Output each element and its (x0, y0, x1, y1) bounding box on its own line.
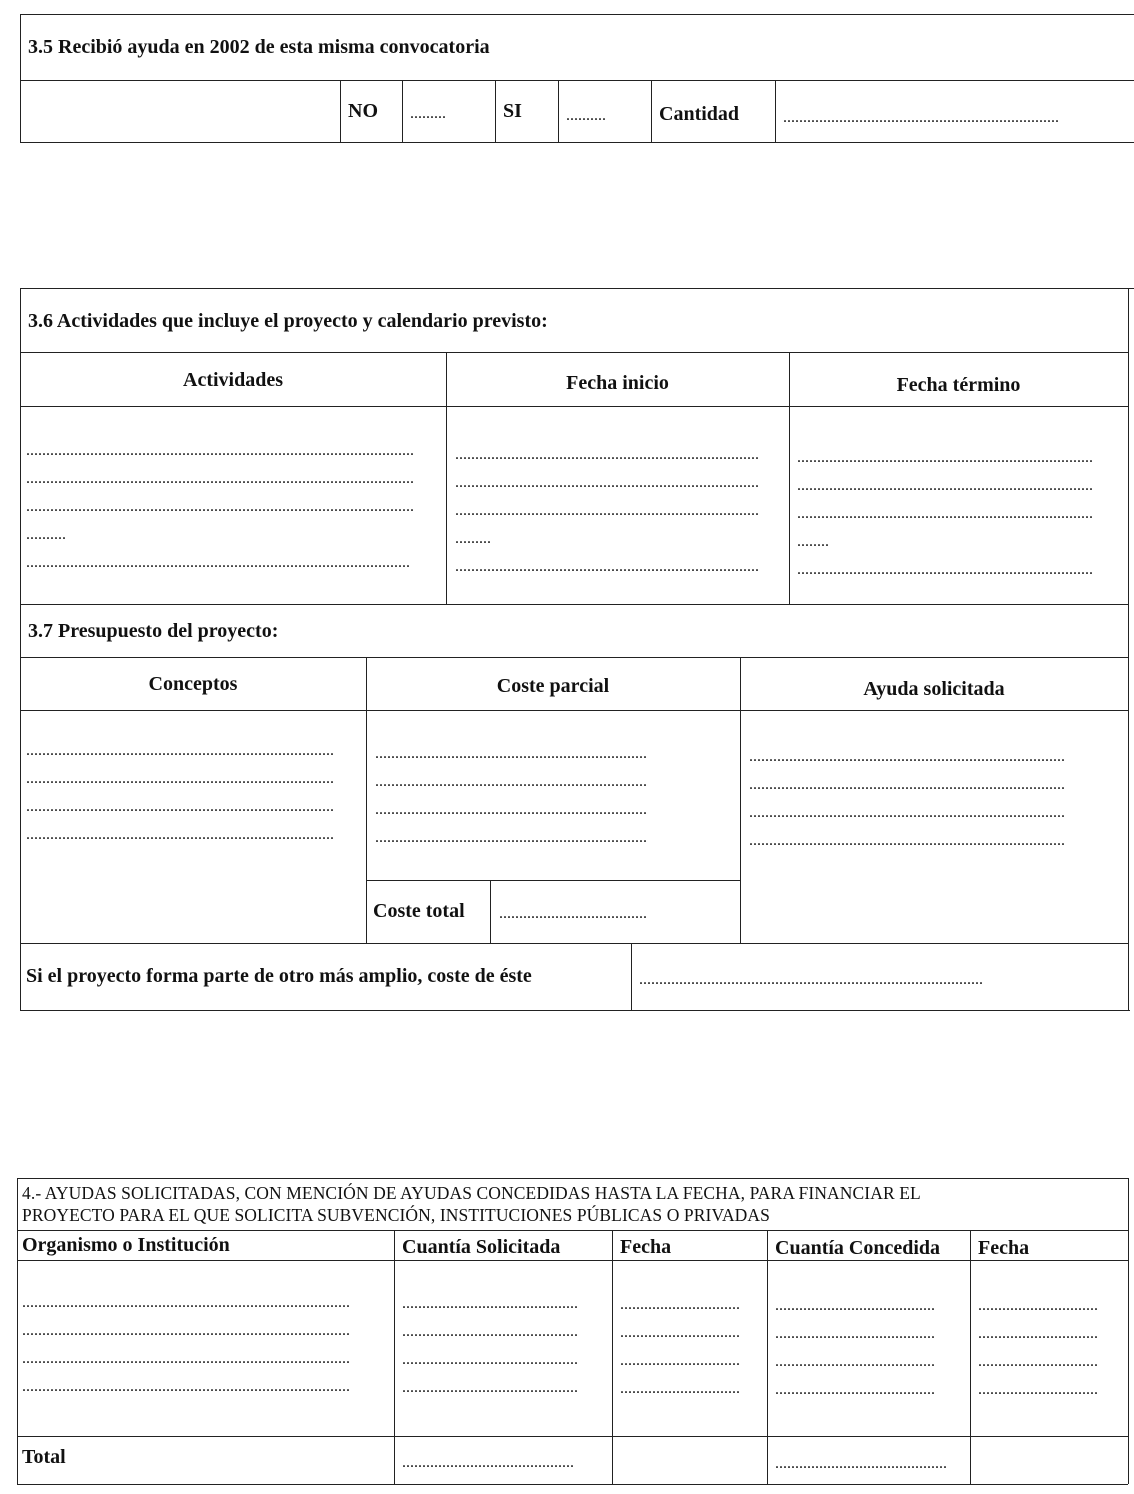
fecha-inicio-list (455, 441, 780, 581)
no-label: NO (348, 100, 378, 122)
cuantia-concedida-line[interactable]: ........................................ (775, 1325, 935, 1342)
ayuda-solicitada-line[interactable]: ............................................................................... (749, 832, 1065, 849)
header-conceptos: Conceptos (148, 673, 238, 695)
organismo-line[interactable]: .................................................................................. (22, 1378, 350, 1395)
concepto-line[interactable]: ............................................................................. (26, 742, 334, 759)
cuantia-concedida-line[interactable]: ........................................ (775, 1353, 935, 1370)
si-field[interactable]: .......... (566, 107, 606, 124)
fecha-1-line[interactable]: .............................. (620, 1380, 740, 1397)
total-label: Total (22, 1446, 66, 1468)
concepto-line[interactable]: ............................................................................. (26, 798, 334, 815)
actividades-list (26, 437, 436, 577)
header-ayuda-solicitada: Ayuda solicitada (863, 678, 1005, 700)
section-4-title-line1: 4.- AYUDAS SOLICITADAS, CON MENCIÓN DE AYUDAS CONCEDIDAS HASTA LA FECHA, PARA FINANCIAR EL (22, 1183, 921, 1203)
cuantia-solicitada-line[interactable]: ............................................ (402, 1379, 578, 1396)
header-cuantia-concedida: Cuantía Concedida (775, 1237, 941, 1259)
fecha-inicio-line[interactable]: ............................................................................ (455, 446, 759, 463)
section-3-7-title: 3.7 Presupuesto del proyecto: (28, 620, 279, 642)
actividad-line[interactable]: ................................................................................................. (26, 498, 414, 515)
section-3-6-title: 3.6 Actividades que incluye el proyecto y calendario previsto: (28, 310, 548, 332)
coste-parcial-line[interactable]: .................................................................... (375, 773, 647, 790)
organismo-line[interactable]: .................................................................................. (22, 1294, 350, 1311)
fecha-inicio-line[interactable]: ............................................................................ (455, 474, 759, 491)
ayuda-solicitada-list (749, 743, 1119, 855)
header-actividades: Actividades (183, 369, 283, 391)
organismo-line[interactable]: .................................................................................. (22, 1350, 350, 1367)
actividad-line[interactable]: ................................................................................................. (26, 470, 414, 487)
header-fecha-2: Fecha (978, 1237, 1030, 1259)
concepto-line[interactable]: ............................................................................. (26, 826, 334, 843)
fecha-termino-list (797, 444, 1122, 584)
fecha-inicio-line[interactable]: ............................................................................ (455, 502, 759, 519)
otro-proyecto-label: Si el proyecto forma parte de otro más amplio, coste de éste (26, 965, 532, 987)
header-fecha-termino: Fecha término (896, 374, 1021, 396)
fecha-1-list (620, 1291, 757, 1403)
cuantia-solicitada-line[interactable]: ............................................ (402, 1295, 578, 1312)
header-fecha-1: Fecha (620, 1236, 672, 1258)
cuantia-concedida-line[interactable]: ........................................ (775, 1381, 935, 1398)
cuantia-concedida-list (775, 1292, 960, 1404)
fecha-1-line[interactable]: .............................. (620, 1296, 740, 1313)
actividad-line[interactable]: .......... (26, 526, 66, 543)
cantidad-field[interactable]: ..................................................................... (783, 109, 1059, 126)
coste-total-field[interactable]: ..................................... (499, 905, 647, 922)
header-cuantia-solicitada: Cuantía Solicitada (402, 1236, 561, 1258)
ayuda-solicitada-line[interactable]: ............................................................................... (749, 804, 1065, 821)
section-3-5-title: 3.5 Recibió ayuda en 2002 de esta misma convocatoria (28, 36, 490, 58)
organismo-list (22, 1289, 384, 1401)
organismo-line[interactable]: .................................................................................. (22, 1322, 350, 1339)
fecha-1-line[interactable]: .............................. (620, 1324, 740, 1341)
concepto-line[interactable]: ............................................................................. (26, 770, 334, 787)
ayuda-solicitada-line[interactable]: ............................................................................... (749, 776, 1065, 793)
cuantia-solicitada-line[interactable]: ............................................ (402, 1351, 578, 1368)
coste-parcial-list (375, 740, 690, 852)
fecha-1-line[interactable]: .............................. (620, 1352, 740, 1369)
fecha-2-line[interactable]: .............................. (978, 1353, 1098, 1370)
ayuda-solicitada-line[interactable]: ............................................................................... (749, 748, 1065, 765)
header-fecha-inicio: Fecha inicio (566, 372, 669, 394)
fecha-termino-line[interactable]: .......................................................................... (797, 505, 1093, 522)
total-cuantia-solicitada-field[interactable]: ........................................... (402, 1454, 574, 1471)
fecha-termino-line[interactable]: .......................................................................... (797, 561, 1093, 578)
actividad-line[interactable]: ................................................................................................ (26, 554, 410, 571)
fecha-2-line[interactable]: .............................. (978, 1325, 1098, 1342)
otro-proyecto-field[interactable]: ...................................................................................... (639, 971, 983, 988)
cuantia-concedida-line[interactable]: ........................................ (775, 1297, 935, 1314)
coste-parcial-line[interactable]: .................................................................... (375, 801, 647, 818)
conceptos-list (26, 737, 358, 849)
si-label: SI (503, 100, 522, 122)
header-organismo: Organismo o Institución (22, 1234, 230, 1256)
fecha-termino-line[interactable]: .......................................................................... (797, 449, 1093, 466)
coste-total-label: Coste total (373, 900, 465, 922)
actividad-line[interactable]: ................................................................................................. (26, 442, 414, 459)
fecha-2-line[interactable]: .............................. (978, 1381, 1098, 1398)
fecha-termino-line[interactable]: .......................................................................... (797, 477, 1093, 494)
cantidad-label: Cantidad (659, 103, 740, 125)
cuantia-solicitada-list (402, 1290, 602, 1402)
fecha-2-list (978, 1292, 1118, 1404)
fecha-termino-line[interactable]: ........ (797, 533, 829, 550)
section-4-title-line2: PROYECTO PARA EL QUE SOLICITA SUBVENCIÓN, INSTITUCIONES PÚBLICAS O PRIVADAS (22, 1205, 770, 1225)
no-field[interactable]: ......... (410, 105, 446, 122)
coste-parcial-line[interactable]: .................................................................... (375, 829, 647, 846)
header-coste-parcial: Coste parcial (496, 675, 610, 697)
fecha-inicio-line[interactable]: ......... (455, 530, 491, 547)
cuantia-solicitada-line[interactable]: ............................................ (402, 1323, 578, 1340)
fecha-2-line[interactable]: .............................. (978, 1297, 1098, 1314)
coste-parcial-line[interactable]: .................................................................... (375, 745, 647, 762)
total-cuantia-concedida-field[interactable]: ........................................... (775, 1455, 947, 1472)
fecha-inicio-line[interactable]: ............................................................................ (455, 558, 759, 575)
